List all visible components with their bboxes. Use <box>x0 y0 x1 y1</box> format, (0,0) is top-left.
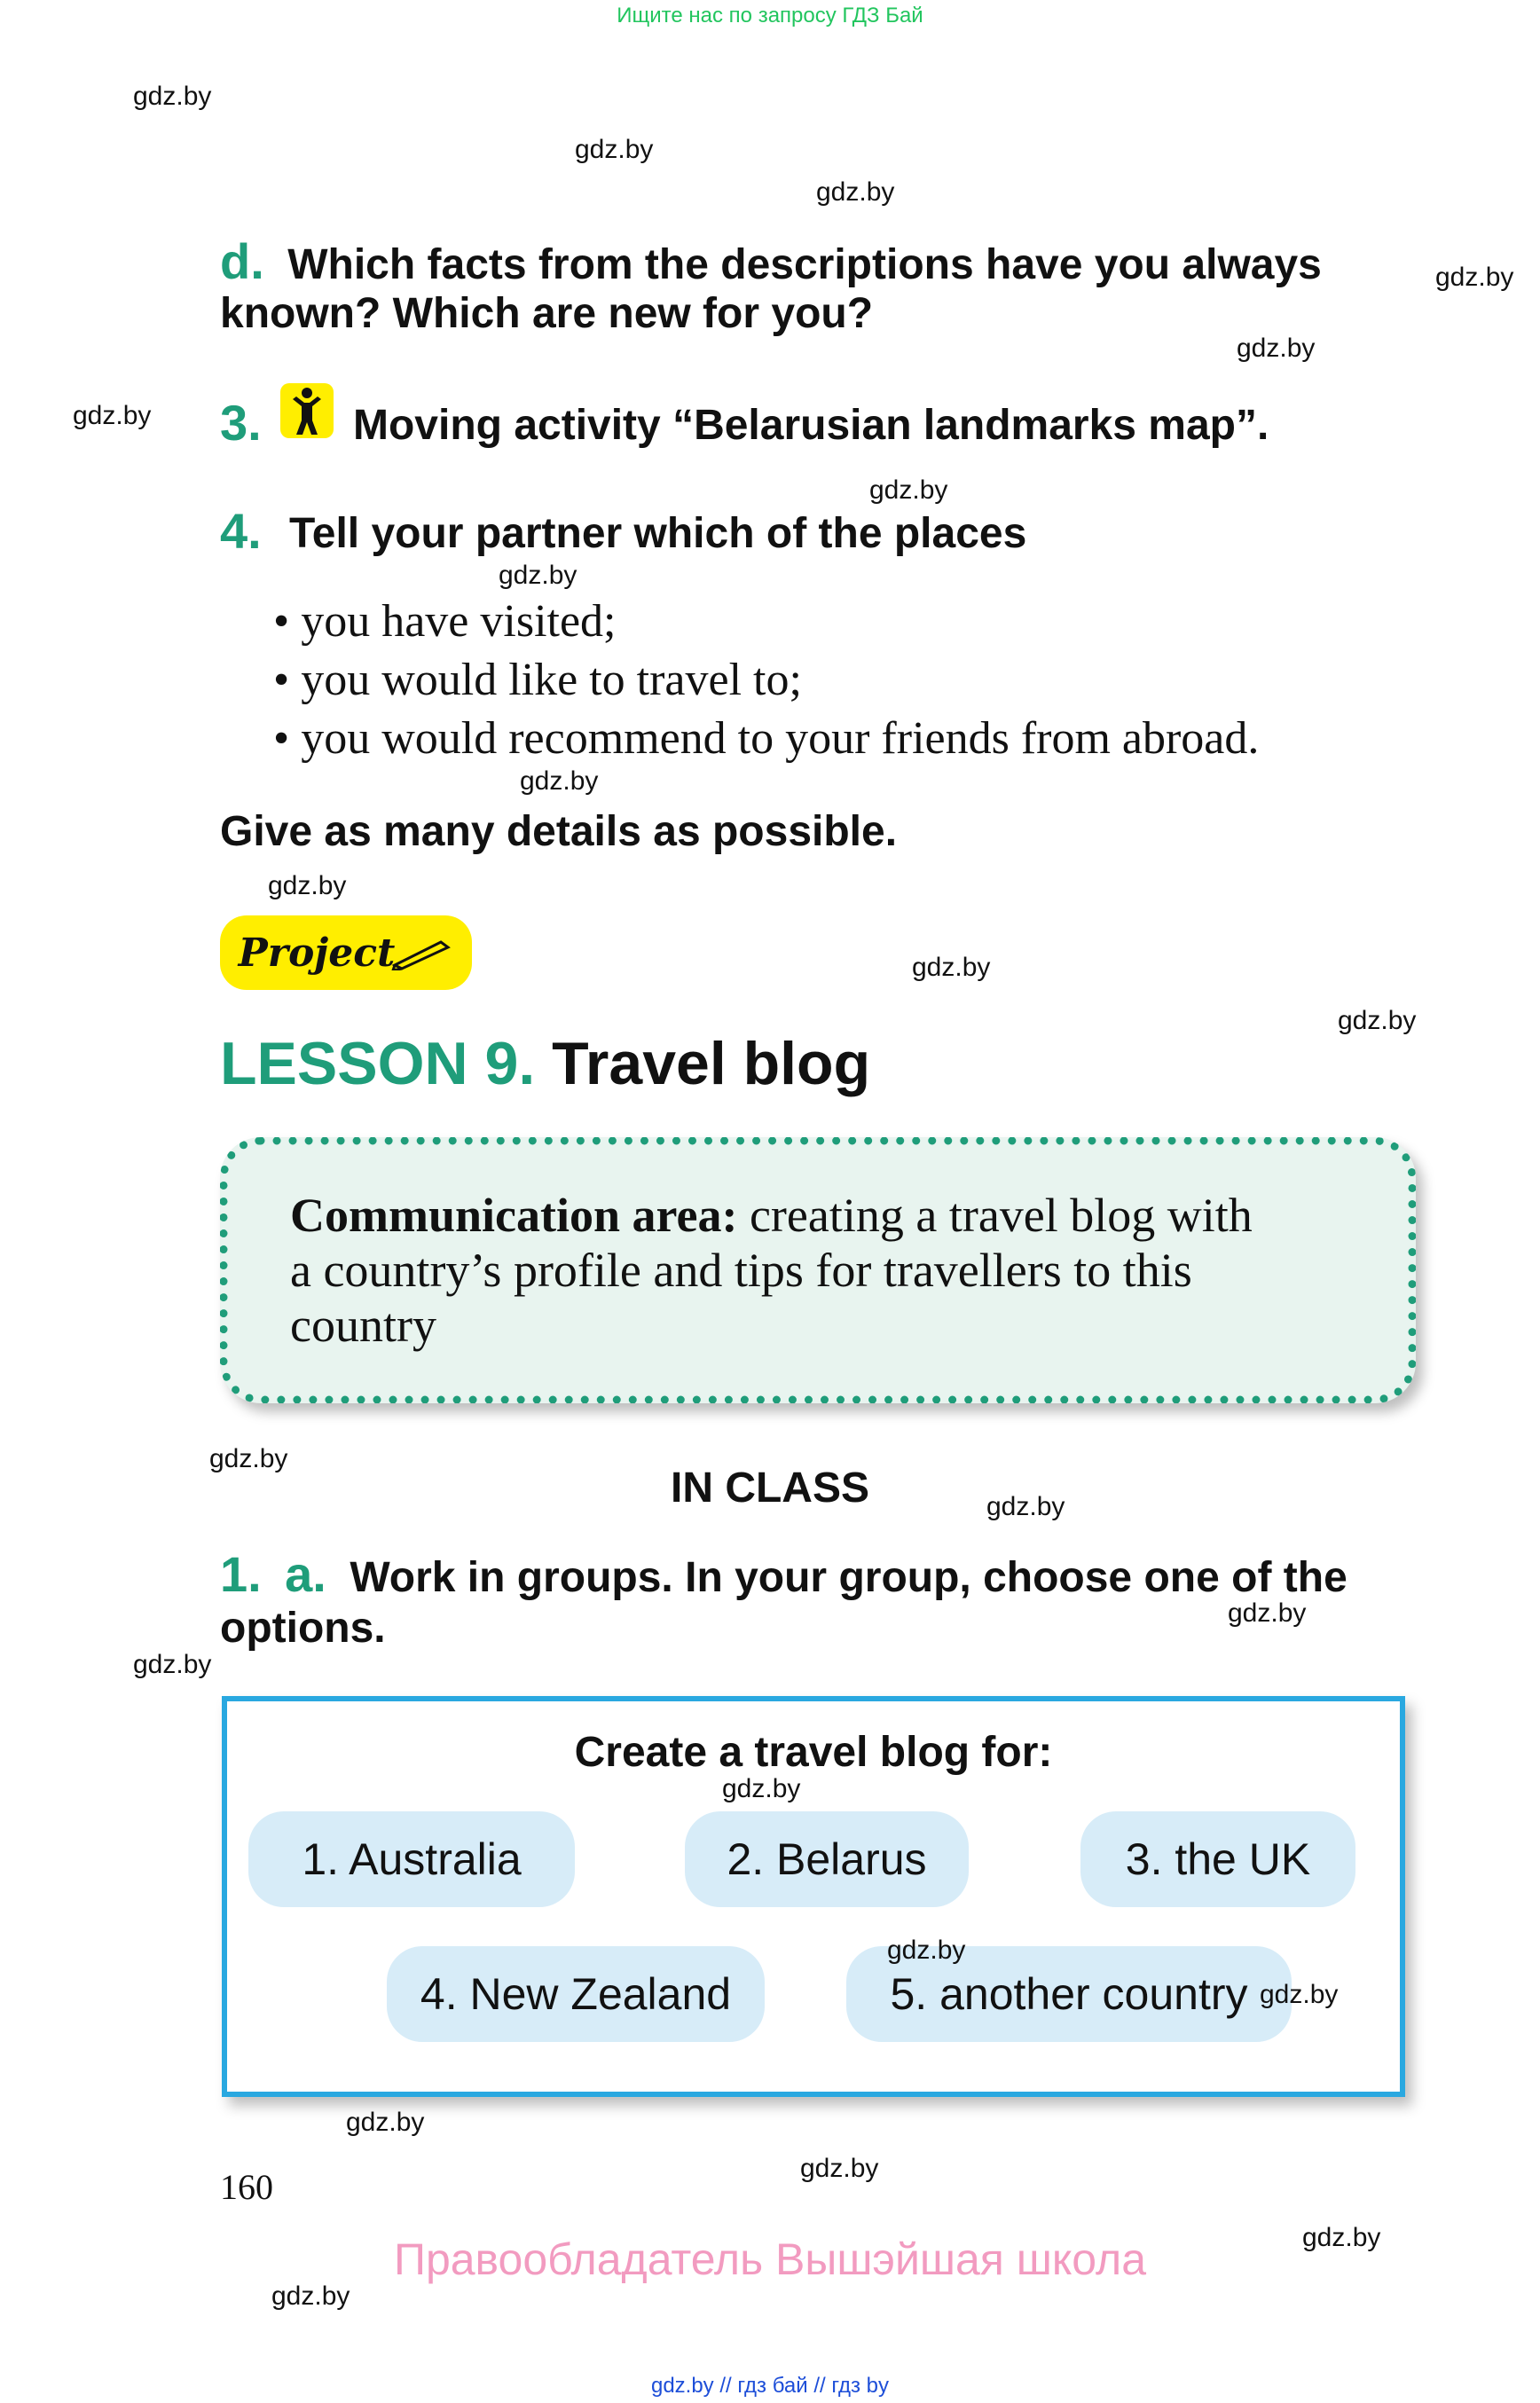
watermark: gdz.by <box>816 177 895 207</box>
watermark: gdz.by <box>268 871 347 900</box>
watermark: gdz.by <box>520 766 599 796</box>
task-1a <box>220 1545 1348 1603</box>
item-number: 3. <box>220 395 262 451</box>
list-item-text: you would like to travel to; <box>301 655 802 705</box>
item-number: 1. <box>220 1546 262 1602</box>
rights-holder: Правообладатель Вышэйшая школа <box>394 2234 1146 2284</box>
watermark: gdz.by <box>73 401 152 430</box>
lesson-name: Travel blog <box>552 1030 871 1097</box>
list-item: • you would recommend to your friends from abroad. <box>273 713 1260 764</box>
watermark: gdz.by <box>912 953 991 982</box>
task-1a-line1: Work in groups. In your group, choose one of the <box>350 1554 1348 1601</box>
page-number: 160 <box>220 2167 273 2207</box>
options-title: Create a travel blog for: <box>574 1729 1053 1776</box>
item-letter: d. <box>220 233 264 289</box>
list-item-text: you would recommend to your friends from abroad. <box>301 713 1260 764</box>
watermark: gdz.by <box>1302 2223 1381 2252</box>
option-australia: 1. Australia <box>248 1811 575 1907</box>
communication-area-text <box>290 1188 1372 1353</box>
watermark: gdz.by <box>887 1936 966 1965</box>
project-badge <box>220 915 472 990</box>
watermark: gdz.by <box>1260 1980 1339 2009</box>
watermark: gdz.by <box>209 1444 288 1473</box>
item4-text: Tell your partner which of the places <box>289 510 1027 557</box>
watermark: gdz.by <box>499 561 578 590</box>
watermark: gdz.by <box>800 2154 879 2183</box>
section-d-line2: known? Which are new for you? <box>220 290 874 337</box>
communication-label: Communication area: <box>290 1189 738 1242</box>
in-class-heading: IN CLASS <box>670 1465 869 1512</box>
top-search-note: Ищите нас по запросу ГДЗ Бай <box>617 4 923 27</box>
bottom-links: gdz.by // гдз бай // гдз by <box>650 2374 890 2398</box>
section-d <box>220 232 1322 290</box>
item-number: 4. <box>220 503 262 559</box>
option-new-zealand: 4. New Zealand <box>387 1946 765 2042</box>
communication-area-box <box>220 1137 1416 1403</box>
watermark: gdz.by <box>133 1650 212 1679</box>
list-item-text: you have visited; <box>301 596 617 647</box>
options-box <box>222 1696 1405 2097</box>
section-d-line1: Which facts from the descriptions have you always <box>287 241 1322 288</box>
pen-icon <box>391 935 453 970</box>
list-item: • you have visited; <box>273 596 617 647</box>
moving-person-icon <box>280 383 334 438</box>
task-1a-line2: options. <box>220 1605 386 1652</box>
watermark: gdz.by <box>575 135 654 164</box>
watermark: gdz.by <box>1338 1006 1417 1035</box>
watermark: gdz.by <box>869 475 948 505</box>
watermark: gdz.by <box>346 2108 425 2137</box>
communication-line1: creating a travel blog with <box>737 1189 1253 1242</box>
project-label: Project <box>238 930 396 976</box>
watermark: gdz.by <box>133 82 212 111</box>
option-another-country: 5. another country <box>846 1946 1292 2042</box>
watermark: gdz.by <box>1237 334 1316 363</box>
watermark: gdz.by <box>1228 1598 1307 1628</box>
bullet-list <box>273 593 1259 768</box>
option-belarus: 2. Belarus <box>685 1811 969 1907</box>
item-letter: a. <box>285 1546 326 1602</box>
watermark: gdz.by <box>1435 263 1514 292</box>
option-uk: 3. the UK <box>1080 1811 1355 1907</box>
watermark: gdz.by <box>986 1492 1065 1521</box>
moving-activity-text: Moving activity “Belarusian landmarks map”. <box>353 402 1269 449</box>
item4-closing: Give as many details as possible. <box>220 808 898 855</box>
lesson-number: LESSON 9. <box>220 1030 536 1097</box>
watermark: gdz.by <box>271 2281 350 2311</box>
communication-line3: country <box>290 1299 436 1352</box>
watermark: gdz.by <box>722 1774 801 1803</box>
list-item: • you would like to travel to; <box>273 655 802 705</box>
lesson-title <box>220 1029 870 1098</box>
communication-line2: a country’s profile and tips for travellers to this <box>290 1244 1192 1297</box>
